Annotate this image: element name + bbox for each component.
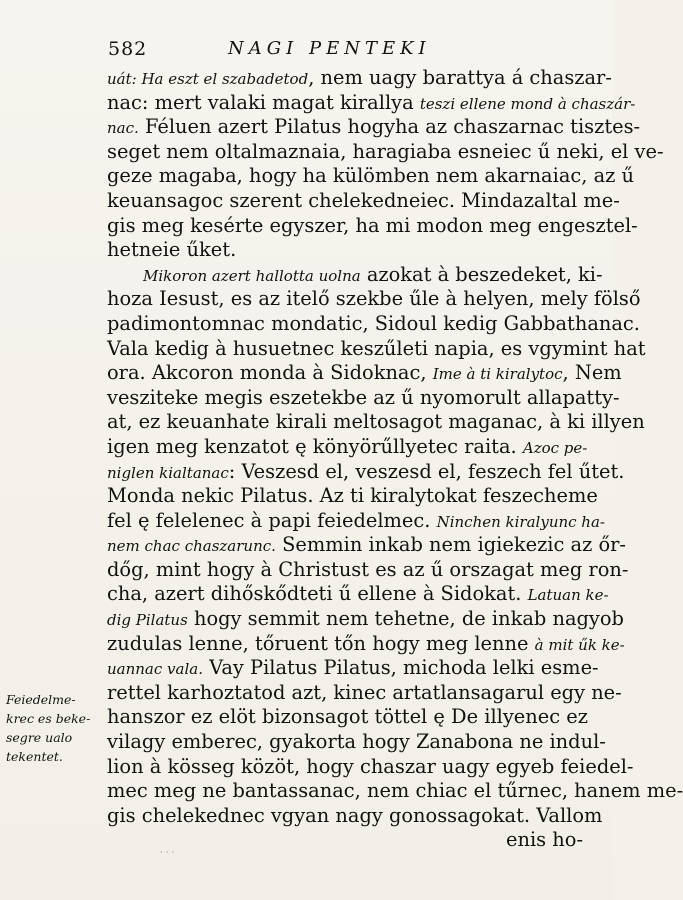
text-line — [107, 754, 634, 780]
roman-text: vilagy emberec, gyakorta hogy Zanabona ne indul- — [107, 730, 606, 754]
text-line — [107, 803, 603, 829]
roman-text: hogy semmit nem tehetne, de inkab nagyob — [187, 607, 624, 631]
text-line — [107, 287, 641, 312]
italic-text: uát: — [107, 70, 142, 88]
roman-text: Vay Pilatus Pilatus, michoda lelki esme- — [202, 656, 599, 680]
roman-text: gis meg kesérte egyszer, ha mi modon meg engesztel- — [107, 213, 638, 237]
roman-text: , nem uagy barattya á chaszar- — [308, 66, 612, 89]
text-line — [107, 680, 622, 706]
italic-text: Latuan ke- — [527, 586, 609, 605]
roman-text: padimontomnac mondatic, Sidoul kedig Gabbathanac. — [107, 311, 640, 335]
italic-text: Ime à ti kiralytoc — [432, 365, 563, 384]
italic-text: Ninchen kiralyunc ha- — [436, 512, 605, 531]
text-line — [107, 115, 641, 140]
roman-text: igen meg kenzatot ę könyörűllyetec raita. — [107, 434, 523, 458]
text-line — [107, 238, 585, 263]
margin-note-line: segre ualo — [6, 730, 73, 745]
text-line — [107, 434, 588, 460]
text-line — [107, 90, 636, 116]
print-speck: · · · — [160, 848, 175, 858]
italic-text: à mit űk ke- — [534, 635, 625, 654]
text-line — [107, 484, 598, 509]
roman-text: azokat à beszedeket, ki- — [360, 262, 603, 286]
roman-text: vesziteke megis eszetekbe az ű nyomorult allapatty- — [107, 385, 620, 409]
roman-text: ora. Akcoron monda à Sidoknac, — [107, 361, 433, 385]
text-line — [107, 607, 624, 632]
roman-text: cha, azert dihőskődteti ű ellene à Sidokat. — [107, 582, 528, 606]
margin-note — [6, 690, 102, 766]
body-text — [107, 66, 683, 853]
roman-text: geze magaba, hogy ha külömben nem akarnaiac, az ű — [107, 164, 634, 188]
running-title: NAGI PENTEKI — [228, 38, 431, 59]
roman-text: dőg, mint hogy à Christust es az ű orszagat meg ron- — [107, 557, 629, 581]
roman-text: nac: mert valaki magat kirallya — [107, 90, 420, 114]
text-line — [107, 730, 606, 755]
roman-text: lion à kösseg közöt, hogy chaszar uagy egyeb feiedel- — [107, 754, 634, 778]
margin-note-line: Feiedelme- — [6, 692, 76, 707]
text-line — [107, 336, 646, 362]
roman-text: Monda nekic Pilatus. Az ti kiralytokat feszecheme — [107, 484, 598, 508]
text-line — [107, 385, 620, 411]
text-line — [107, 262, 603, 288]
italic-text: teszi ellene mond à chaszár- — [419, 94, 636, 113]
text-line — [107, 311, 640, 337]
text-line — [107, 410, 645, 435]
roman-text: Vala kedig à husuetnec keszűleti napia, es vgymint hat — [107, 336, 646, 360]
text-line — [107, 164, 634, 189]
roman-text: fel ę felelenec à papi feiedelmec. — [107, 508, 437, 532]
roman-text: , Nem — [562, 361, 622, 385]
text-line — [107, 508, 605, 534]
italic-text: niglen kialtanac — [107, 463, 229, 482]
text-line — [107, 188, 620, 214]
italic-text: nac. — [107, 119, 139, 138]
page-header — [108, 34, 598, 64]
text-line — [107, 705, 588, 730]
roman-text: Féluen azert Pilatus hogyha az chaszarnac tisztes- — [138, 115, 641, 139]
roman-text: hetneie űket. — [107, 238, 237, 262]
italic-text: Azoc pe- — [522, 438, 588, 457]
margin-note-line: krec es beke- — [6, 711, 91, 726]
italic-text: uannac vala. — [107, 660, 203, 679]
text-line — [107, 828, 585, 853]
margin-note-line: tekentet. — [6, 749, 63, 764]
roman-text: seget nem oltalmaznaia, haragiaba esneiec ű neki, el ve- — [107, 139, 664, 163]
text-line — [107, 459, 625, 485]
roman-text: rettel karhoztatod azt, kinec artatlansagarul egy ne- — [107, 680, 622, 704]
roman-text: zudulas lenne, tőruent tőn hogy meg lenne — [107, 631, 535, 655]
page-number: 582 — [108, 38, 148, 60]
text-line — [107, 582, 609, 607]
roman-text: gis chelekednec vgyan nagy gonossagokat. Vallom — [107, 803, 603, 827]
text-line — [107, 66, 612, 91]
text-line — [107, 656, 599, 681]
italic-text: nem chac chaszarunc. — [107, 537, 276, 556]
text-line — [107, 779, 683, 804]
text-line — [107, 557, 629, 583]
roman-text: hoza Iesust, es az itelő szekbe űle à helyen, mely fölső — [107, 287, 641, 311]
text-line — [107, 533, 626, 558]
roman-text: Semmin inkab nem igiekezic az őr- — [275, 533, 626, 557]
roman-text: hanszor ez elöt bizonsagot töttel ę De illyenec ez — [107, 705, 588, 729]
roman-text: keuansagoc szerent chelekedneiec. Mindazaltal me- — [107, 188, 620, 212]
italic-text: dig Pilatus — [107, 611, 188, 630]
italic-text: Ha eszt el szabadetod — [141, 70, 309, 88]
text-line — [107, 139, 664, 165]
text-line — [107, 631, 625, 657]
roman-text: mec meg ne bantassanac, nem chiac el tűrnec, hanem me- — [107, 779, 683, 803]
text-line — [107, 361, 622, 386]
italic-text: Mikoron azert hallotta uolna — [143, 266, 361, 285]
text-line — [107, 213, 638, 239]
roman-text: enis ho- — [506, 828, 583, 852]
roman-text: at, ez keuanhate kirali meltosagot maganac, à ki illyen — [107, 410, 645, 434]
roman-text: : Veszesd el, veszesd el, feszech fel űtet. — [228, 459, 625, 483]
